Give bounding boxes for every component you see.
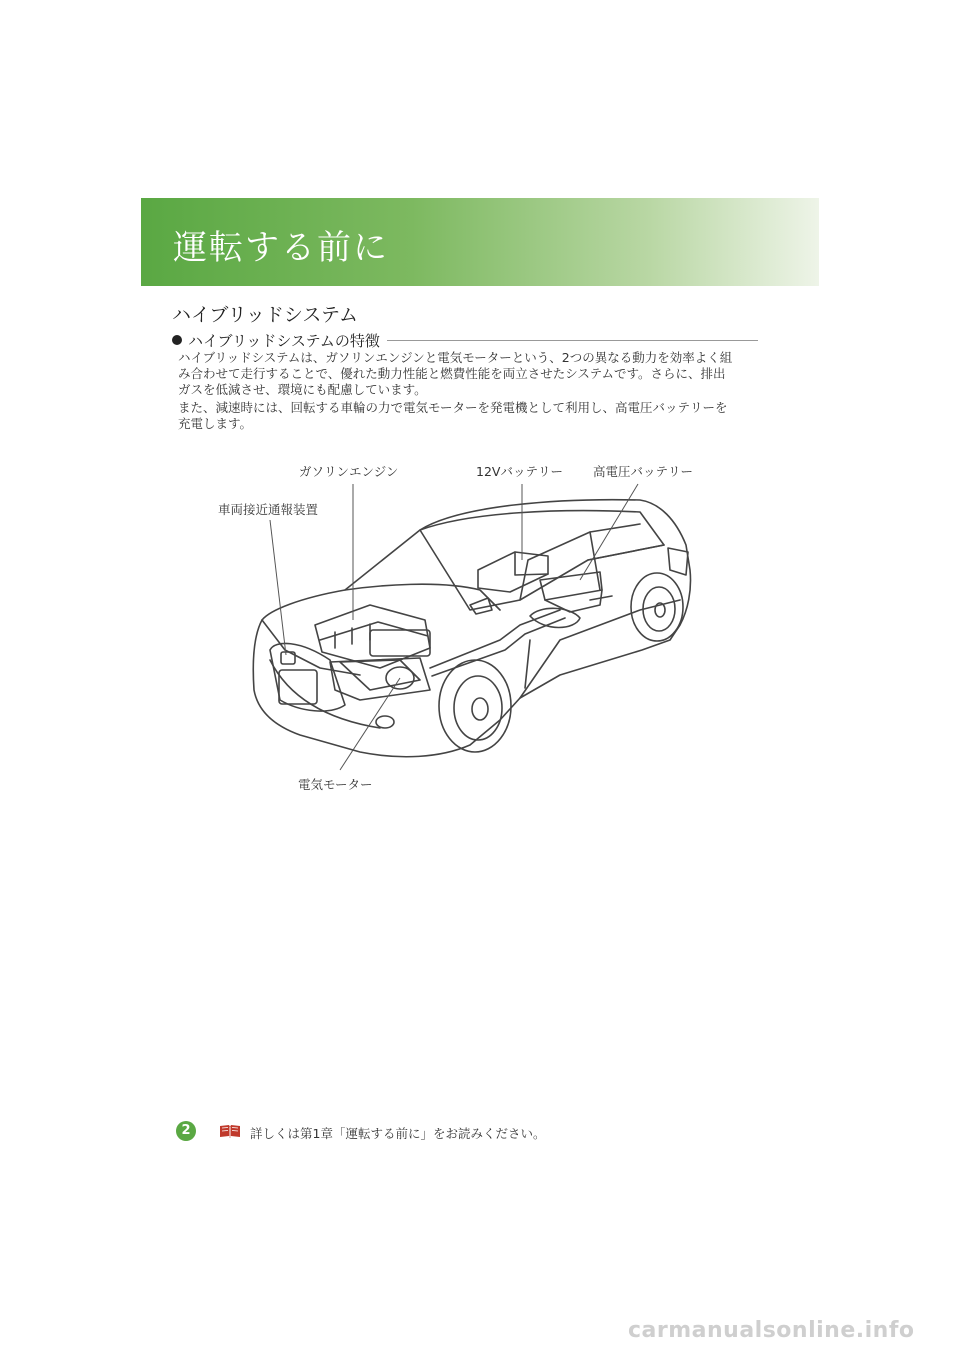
label-electric-motor: 電気モーター <box>298 777 373 792</box>
paragraph-line: ハイブリッドシステムは、ガソリンエンジンと電気モーターという、2つの異なる動力を効率よく組 <box>178 350 733 365</box>
label-approach-alert: 車両接近通報装置 <box>218 502 319 517</box>
subsection-title: ハイブリッドシステムの特徴 <box>188 332 380 350</box>
page-number: 2 <box>176 1121 196 1141</box>
book-icon <box>219 1124 241 1138</box>
section-title: ハイブリッドシステム <box>172 304 359 326</box>
label-hv-battery: 高電圧バッテリー <box>593 464 694 479</box>
paragraph-line: み合わせて走行することで、優れた動力性能と燃費性能を両立させたシステムです。さらに、排出 <box>178 366 726 381</box>
paragraph-line: また、減速時には、回転する車輪の力で電気モーターを発電機として利用し、高電圧バッテリーを <box>178 400 728 415</box>
paragraph-line: 充電します。 <box>178 416 253 431</box>
chapter-title: 運転する前に <box>173 228 389 268</box>
label-12v-battery: 12Vバッテリー <box>476 464 563 479</box>
reference-note: 詳しくは第1章「運転する前に」をお読みください。 <box>250 1126 546 1141</box>
watermark: carmanualsonline.info <box>628 1318 915 1343</box>
label-gasoline-engine: ガソリンエンジン <box>299 464 399 479</box>
paragraph-line: ガスを低減させ、環境にも配慮しています。 <box>178 382 427 397</box>
